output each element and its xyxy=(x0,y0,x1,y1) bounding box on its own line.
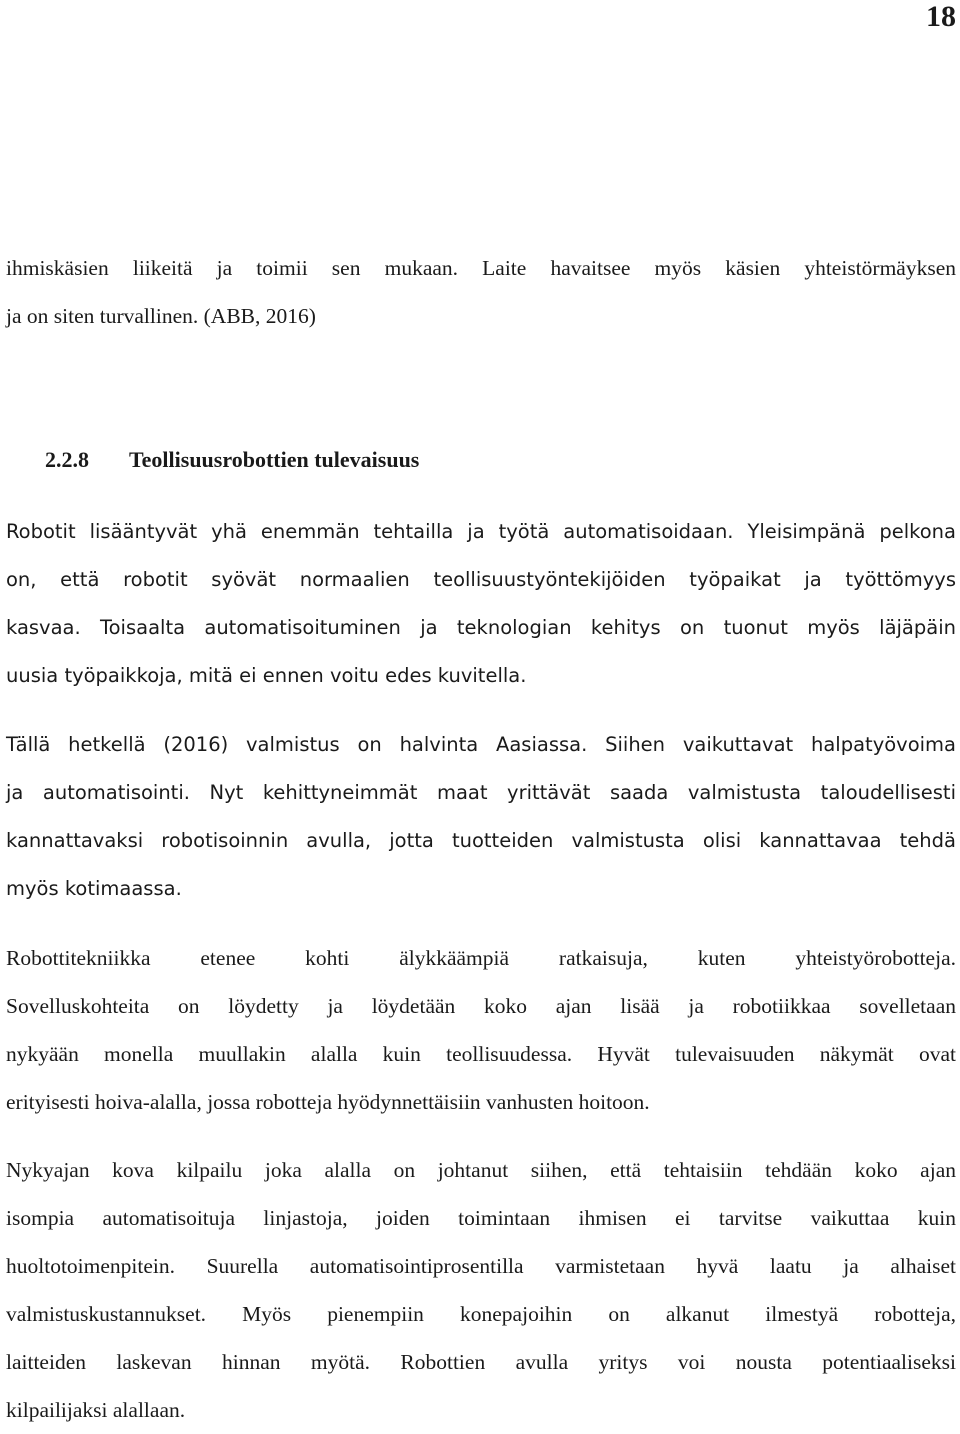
paragraph-line: myös kotimaassa. xyxy=(6,877,182,900)
paragraph-line: laitteiden laskevan hinnan myötä. Robottien avulla yritys voi nousta potentiaaliseksi xyxy=(6,1350,956,1374)
paragraph-robots-increase xyxy=(6,508,956,700)
paragraph-line: Sovelluskohteita on löydetty ja löydetään koko ajan lisää ja robotiikkaa sovelletaan xyxy=(6,994,956,1018)
paragraph-line: ja on siten turvallinen. (ABB, 2016) xyxy=(6,304,316,328)
paragraph-line: kilpailijaksi alallaan. xyxy=(6,1398,186,1422)
paragraph-line: uusia työpaikkoja, mitä ei ennen voitu edes kuvitella. xyxy=(6,664,527,687)
paragraph-line: Robottitekniikka etenee kohti älykkäämpiä ratkaisuja, kuten yhteistyörobotteja. xyxy=(6,946,956,970)
paragraph-continuation xyxy=(6,244,956,340)
paragraph-line: on, että robotit syövät normaalien teollisuustyöntekijöiden työpaikat ja työttömyys xyxy=(6,568,956,591)
paragraph-line: huoltotoimenpitein. Suurella automatisointiprosentilla varmistetaan hyvä laatu ja alhaiset xyxy=(6,1254,956,1278)
section-number: 2.2.8 xyxy=(45,447,89,472)
section-title: Teollisuusrobottien tulevaisuus xyxy=(129,447,420,472)
paragraph-line: Nykyajan kova kilpailu joka alalla on johtanut siihen, että tehtaisiin tehdään koko ajan xyxy=(6,1158,956,1182)
section-heading xyxy=(45,438,419,482)
paragraph-line: Robotit lisääntyvät yhä enemmän tehtailla ja työtä automatisoidaan. Yleisimpänä pelkona xyxy=(6,520,956,543)
paragraph-line: kasvaa. Toisaalta automatisoituminen ja teknologian kehitys on tuonut myös läjäpäin xyxy=(6,616,956,639)
paragraph-competition xyxy=(6,1146,956,1434)
paragraph-line: ja automatisointi. Nyt kehittyneimmät maat yrittävät saada valmistusta taloudellisesti xyxy=(6,781,956,804)
paragraph-manufacturing-asia xyxy=(6,721,956,913)
paragraph-line: ihmiskäsien liikeitä ja toimii sen mukaan. Laite havaitsee myös käsien yhteistörmäyksen xyxy=(6,256,956,280)
paragraph-line: kannattavaksi robotisoinnin avulla, jotta tuotteiden valmistusta olisi kannattavaa tehdä xyxy=(6,829,956,852)
page-number: 18 xyxy=(926,0,956,33)
paragraph-line: isompia automatisoituja linjastoja, joiden toimintaan ihmisen ei tarvitse vaikuttaa kuin xyxy=(6,1206,956,1230)
paragraph-line: Tällä hetkellä (2016) valmistus on halvinta Aasiassa. Siihen vaikuttavat halpatyövoima xyxy=(6,733,956,756)
paragraph-robotics-future xyxy=(6,934,956,1126)
paragraph-line: nykyään monella muullakin alalla kuin teollisuudessa. Hyvät tulevaisuuden näkymät ovat xyxy=(6,1042,956,1066)
paragraph-line: erityisesti hoiva-alalla, jossa robotteja hyödynnettäisiin vanhusten hoitoon. xyxy=(6,1090,650,1114)
paragraph-line: valmistuskustannukset. Myös pienempiin konepajoihin on alkanut ilmestyä robotteja, xyxy=(6,1302,956,1326)
